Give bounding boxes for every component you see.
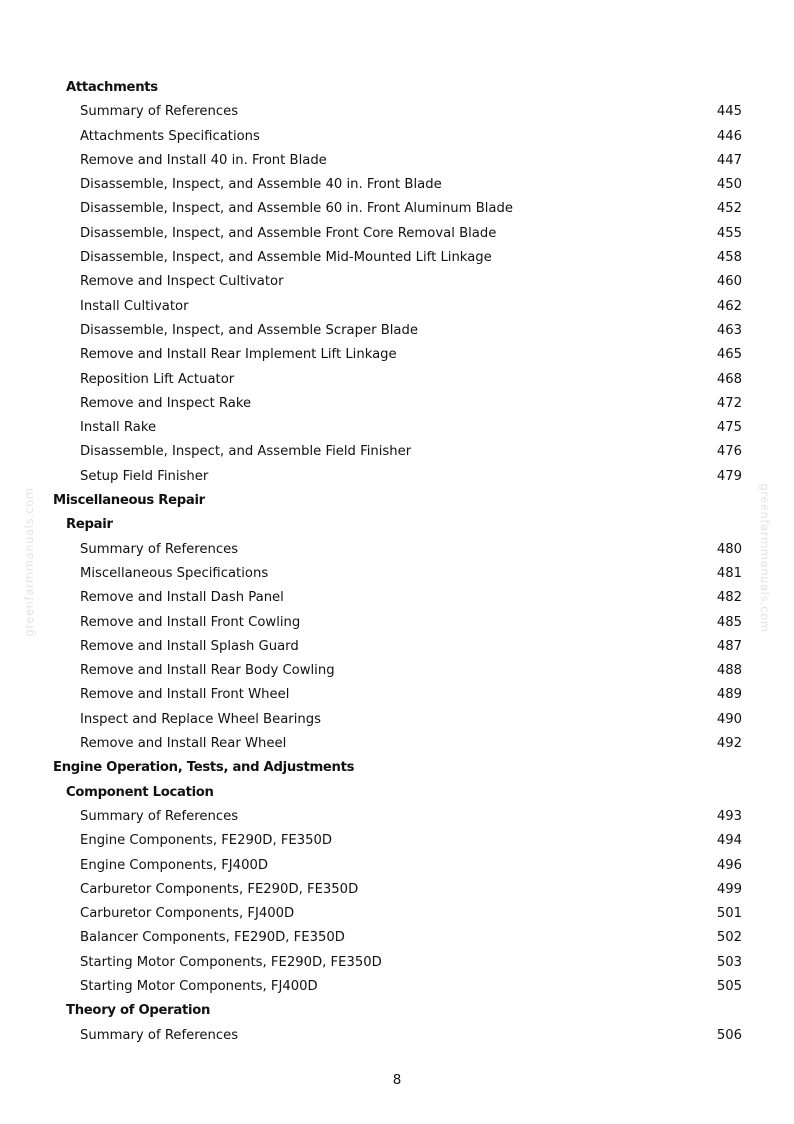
toc-entry-title: Starting Motor Components, FE290D, FE350D xyxy=(80,954,382,970)
toc-entry[interactable] xyxy=(0,125,794,149)
toc-entry-title: Disassemble, Inspect, and Assemble Scraper Blade xyxy=(80,322,418,338)
toc-entry-title: Install Cultivator xyxy=(80,298,189,314)
toc-entry-page: 447 xyxy=(716,152,742,168)
toc-entry-page: 455 xyxy=(716,225,742,241)
toc-entry-page: 462 xyxy=(716,298,742,314)
toc-entry[interactable] xyxy=(0,368,794,392)
toc-entry[interactable] xyxy=(0,246,794,270)
toc-entry[interactable] xyxy=(0,829,794,853)
toc-section-heading xyxy=(0,781,794,805)
toc-entry[interactable] xyxy=(0,416,794,440)
toc-entry-page: 493 xyxy=(716,808,742,824)
toc-entry-page: 445 xyxy=(716,104,742,120)
toc-entry-title: Summary of References xyxy=(80,1027,239,1043)
toc-entry[interactable] xyxy=(0,854,794,878)
toc-entry-title: Attachments xyxy=(66,80,158,95)
toc-entry-title: Remove and Install Front Cowling xyxy=(80,614,301,630)
toc-entry[interactable] xyxy=(0,270,794,294)
toc-entry[interactable] xyxy=(0,902,794,926)
toc-entry-page: 505 xyxy=(716,978,742,994)
toc-entry-title: Remove and Inspect Rake xyxy=(80,395,252,411)
toc-entry-title: Remove and Install Front Wheel xyxy=(80,687,290,703)
toc-entry[interactable] xyxy=(0,586,794,610)
toc-entry-title: Remove and Install 40 in. Front Blade xyxy=(80,152,327,168)
toc-entry-title: Remove and Install Rear Body Cowling xyxy=(80,663,335,679)
toc-entry[interactable] xyxy=(0,805,794,829)
toc-entry-page: 490 xyxy=(716,711,742,727)
toc-entry-page: 502 xyxy=(716,930,742,946)
toc-entry[interactable] xyxy=(0,926,794,950)
toc-entry-page: 460 xyxy=(716,274,742,290)
toc-entry-page: 475 xyxy=(716,420,742,436)
toc-entry[interactable] xyxy=(0,659,794,683)
toc-entry-page: 465 xyxy=(716,347,742,363)
toc-entry-title: Reposition Lift Actuator xyxy=(80,371,235,387)
toc-entry-page: 468 xyxy=(716,371,742,387)
toc-entry[interactable] xyxy=(0,562,794,586)
toc-entry-page: 503 xyxy=(716,954,742,970)
toc-entry-page: 496 xyxy=(716,857,742,873)
toc-entry-title: Theory of Operation xyxy=(66,1003,211,1019)
toc-entry-page: 485 xyxy=(716,614,742,630)
toc-entry-title: Disassemble, Inspect, and Assemble Front Core Removal Blade xyxy=(80,225,497,241)
toc-entry[interactable] xyxy=(0,173,794,197)
toc-entry-title: Install Rake xyxy=(80,420,157,436)
toc-entry[interactable] xyxy=(0,878,794,902)
toc-entry-page: 463 xyxy=(716,322,742,338)
toc-entry-title: Carburetor Components, FE290D, FE350D xyxy=(80,881,359,897)
toc-entry-page: 489 xyxy=(716,687,742,703)
toc-entry-title: Disassemble, Inspect, and Assemble 40 in. Front Blade xyxy=(80,177,442,193)
toc-entry[interactable] xyxy=(0,465,794,489)
toc-section-heading xyxy=(0,999,794,1023)
toc-entry-title: Attachments Specifications xyxy=(80,128,260,144)
toc-section-heading xyxy=(0,76,794,100)
toc-entry[interactable] xyxy=(0,1024,794,1048)
table-of-contents xyxy=(0,76,794,1048)
toc-entry-page: 482 xyxy=(716,590,742,606)
toc-entry[interactable] xyxy=(0,732,794,756)
toc-entry-page: 450 xyxy=(716,177,742,193)
toc-entry-page: 480 xyxy=(716,541,742,557)
toc-entry-title: Engine Components, FJ400D xyxy=(80,857,269,873)
toc-entry-page: 472 xyxy=(716,395,742,411)
toc-section-heading xyxy=(0,756,794,780)
toc-entry-title: Starting Motor Components, FJ400D xyxy=(80,978,318,994)
toc-entry-page: 487 xyxy=(716,638,742,654)
toc-entry-title: Balancer Components, FE290D, FE350D xyxy=(80,930,345,946)
toc-entry[interactable] xyxy=(0,392,794,416)
toc-entry[interactable] xyxy=(0,440,794,464)
toc-entry[interactable] xyxy=(0,319,794,343)
toc-entry[interactable] xyxy=(0,951,794,975)
toc-entry-title: Miscellaneous Repair xyxy=(53,493,205,509)
toc-entry-page: 501 xyxy=(716,906,742,922)
toc-entry[interactable] xyxy=(0,100,794,124)
toc-entry-page: 492 xyxy=(716,736,742,752)
page-number: 8 xyxy=(392,1072,402,1088)
toc-entry-page: 458 xyxy=(716,250,742,266)
toc-entry-title: Carburetor Components, FJ400D xyxy=(80,906,295,922)
toc-entry[interactable] xyxy=(0,611,794,635)
watermark-left: greenfarmmanuals.com xyxy=(22,487,36,637)
toc-entry-title: Remove and Inspect Cultivator xyxy=(80,274,284,290)
toc-entry-page: 481 xyxy=(716,565,742,581)
toc-entry[interactable] xyxy=(0,222,794,246)
toc-entry-title: Remove and Install Dash Panel xyxy=(80,590,284,606)
toc-entry-title: Component Location xyxy=(66,784,214,800)
toc-entry-page: 488 xyxy=(716,663,742,679)
toc-entry-title: Disassemble, Inspect, and Assemble 60 in. Front Aluminum Blade xyxy=(80,201,513,217)
toc-entry[interactable] xyxy=(0,538,794,562)
toc-entry-page: 506 xyxy=(716,1027,742,1043)
toc-entry-page: 499 xyxy=(716,881,742,897)
toc-entry-title: Setup Field Finisher xyxy=(80,468,209,484)
toc-entry-title: Engine Components, FE290D, FE350D xyxy=(80,833,333,849)
toc-entry-title: Miscellaneous Specifications xyxy=(80,565,269,581)
toc-entry-title: Engine Operation, Tests, and Adjustments xyxy=(53,760,355,776)
toc-entry[interactable] xyxy=(0,295,794,319)
toc-entry-title: Disassemble, Inspect, and Assemble Mid-Mounted Lift Linkage xyxy=(80,250,492,266)
toc-entry[interactable] xyxy=(0,149,794,173)
toc-entry[interactable] xyxy=(0,197,794,221)
toc-entry-title: Remove and Install Rear Wheel xyxy=(80,736,287,752)
toc-entry[interactable] xyxy=(0,708,794,732)
toc-entry[interactable] xyxy=(0,635,794,659)
toc-entry-page: 452 xyxy=(716,201,742,217)
toc-entry[interactable] xyxy=(0,343,794,367)
toc-entry-title: Summary of References xyxy=(80,104,239,120)
toc-entry[interactable] xyxy=(0,683,794,707)
toc-entry-title: Summary of References xyxy=(80,808,239,824)
toc-entry-page: 476 xyxy=(716,444,742,460)
toc-entry-title: Remove and Install Rear Implement Lift Linkage xyxy=(80,347,397,363)
watermark-right: greenfarmmanuals.com xyxy=(758,483,772,633)
toc-section-heading xyxy=(0,489,794,513)
toc-entry[interactable] xyxy=(0,975,794,999)
toc-entry-title: Repair xyxy=(66,517,113,533)
toc-section-heading xyxy=(0,513,794,537)
toc-entry-title: Remove and Install Splash Guard xyxy=(80,638,299,654)
toc-entry-title: Inspect and Replace Wheel Bearings xyxy=(80,711,321,727)
toc-entry-page: 446 xyxy=(716,128,742,144)
toc-entry-title: Summary of References xyxy=(80,541,239,557)
toc-entry-page: 479 xyxy=(716,468,742,484)
toc-entry-title: Disassemble, Inspect, and Assemble Field Finisher xyxy=(80,444,412,460)
toc-entry-page: 494 xyxy=(716,833,742,849)
